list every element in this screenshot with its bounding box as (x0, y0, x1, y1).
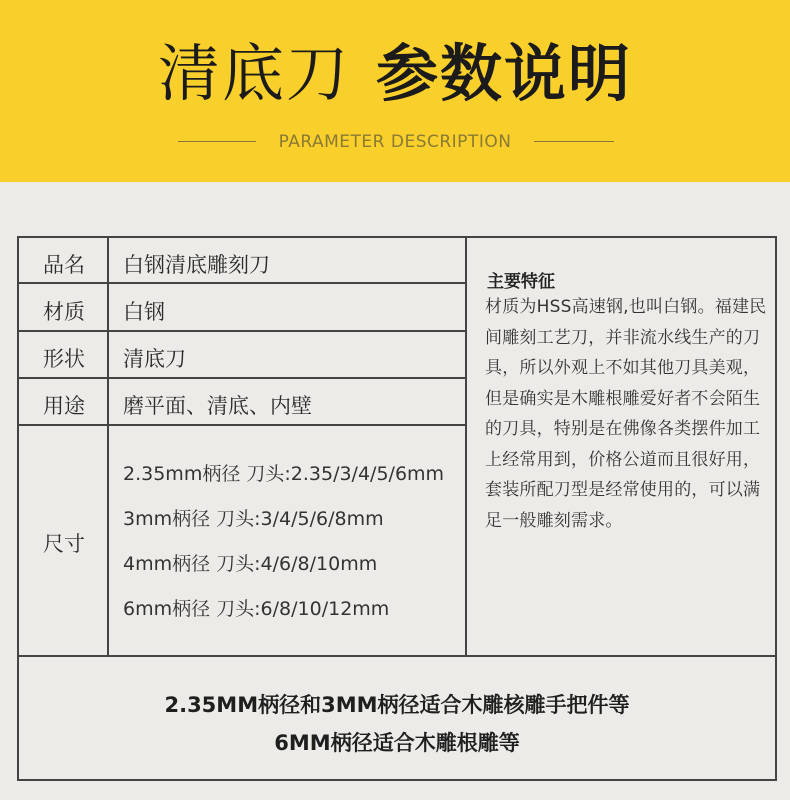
column-divider-label (107, 238, 109, 657)
row-label-size: 尺寸 (43, 532, 85, 556)
subtitle-row (0, 130, 790, 154)
parameter-table (17, 236, 777, 781)
row-label-shape: 形状 (43, 347, 85, 371)
row-label-name: 品名 (43, 253, 85, 277)
title-main: 清底刀 (157, 37, 350, 110)
subtitle-divider-left (178, 141, 256, 142)
size-line: 3mm柄径 刀头:3/4/5/6/8mm (123, 508, 384, 530)
column-divider-features (465, 238, 467, 657)
page-title (0, 34, 790, 114)
row-value-name: 白钢清底雕刻刀 (123, 253, 270, 277)
footer-line-1: 2.35MM柄径和3MM柄径适合木雕核雕手把件等 (164, 693, 630, 717)
row-value-material: 白钢 (123, 300, 165, 324)
row-label-material: 材质 (43, 300, 85, 324)
features-body: 材质为HSS高速钢,也叫白钢。福建民间雕刻工艺刀，并非流水线生产的刀具，所以外观上不如其他刀具美观，但是确实是木雕根雕爱好者不会陌生的刀具，特别是在佛像各类摆件加工上经常用到，价格公道而且很好用，套装所配刀型是经常使用的，可以满足一般雕刻需求。 (485, 297, 767, 531)
footer-divider (19, 655, 775, 657)
features-title: 主要特征 (487, 272, 555, 292)
row-divider (19, 282, 465, 284)
row-divider (19, 424, 465, 426)
size-line: 6mm柄径 刀头:6/8/10/12mm (123, 598, 390, 620)
row-divider (19, 330, 465, 332)
header-banner (0, 0, 790, 182)
row-divider (19, 377, 465, 379)
row-value-shape: 清底刀 (123, 347, 186, 371)
footer-line-2: 6MM柄径适合木雕根雕等 (274, 731, 520, 755)
subtitle: PARAMETER DESCRIPTION (278, 132, 512, 152)
row-value-usage: 磨平面、清底、内壁 (123, 394, 312, 418)
size-line: 4mm柄径 刀头:4/6/8/10mm (123, 553, 378, 575)
row-label-usage: 用途 (43, 394, 85, 418)
size-line: 2.35mm柄径 刀头:2.35/3/4/5/6mm (123, 463, 445, 485)
title-bold: 参数说明 (376, 37, 633, 110)
subtitle-divider-right (534, 141, 614, 142)
